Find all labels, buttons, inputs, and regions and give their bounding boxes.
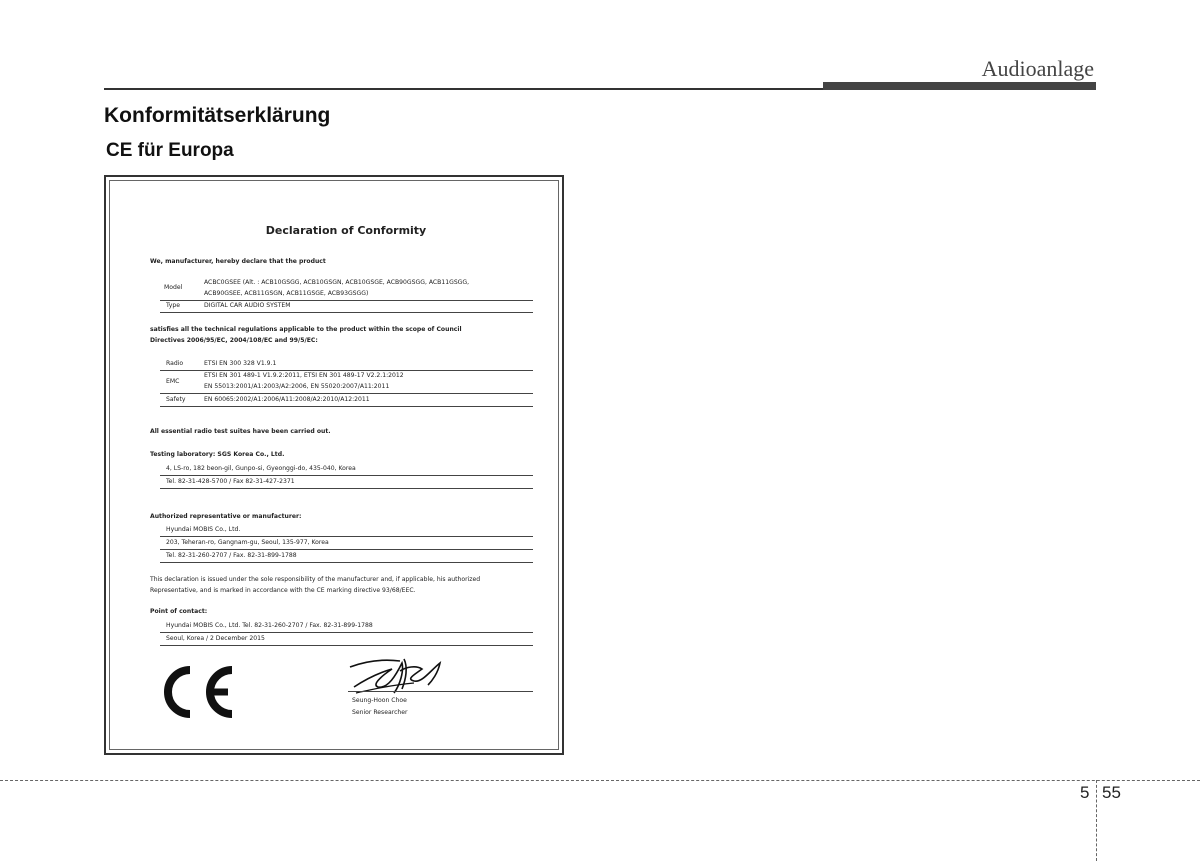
table-divider xyxy=(160,488,533,489)
table-divider xyxy=(160,645,533,646)
footer-divider xyxy=(0,780,1200,781)
rep-name: Hyundai MOBIS Co., Ltd. xyxy=(166,526,241,533)
type-value: DIGITAL CAR AUDIO SYSTEM xyxy=(204,302,291,309)
certificate-frame xyxy=(104,175,564,755)
table-divider xyxy=(160,632,533,633)
table-divider xyxy=(160,300,533,301)
model-label: Model xyxy=(164,284,183,291)
lab-heading: Testing laboratory: SGS Korea Co., Ltd. xyxy=(150,451,285,458)
radio-tests-statement: All essential radio test suites have been carried out. xyxy=(150,428,331,435)
table-divider xyxy=(160,536,533,537)
emc-label: EMC xyxy=(166,378,180,385)
certificate-title: Declaration of Conformity xyxy=(265,224,427,237)
lab-contact: Tel. 82-31-428-5700 / Fax 82-31-427-2371 xyxy=(166,478,295,485)
statement-line-1: satisfies all the technical regulations applicable to the product within the scope of Council xyxy=(150,326,462,333)
statement-line-2: Directives 2006/95/EC, 2004/108/EC and 99/5/EC: xyxy=(150,337,318,344)
contact-heading: Point of contact: xyxy=(150,608,208,615)
table-divider xyxy=(160,406,533,407)
lab-address: 4, LS-ro, 182 beon-gil, Gunpo-si, Gyeonggi-do, 435-040, Korea xyxy=(166,465,356,472)
section-subtitle: CE für Europa xyxy=(106,140,234,161)
signatory-name: Seung-Hoon Choe xyxy=(352,697,407,704)
certificate-intro: We, manufacturer, hereby declare that the product xyxy=(150,258,326,265)
rep-contact: Tel. 82-31-260-2707 / Fax. 82-31-899-1788 xyxy=(166,552,297,559)
radio-value: ETSI EN 300 328 V1.9.1 xyxy=(204,360,277,367)
responsibility-line-1: This declaration is issued under the sole responsibility of the manufacturer and, if applicable, his authorized xyxy=(150,576,481,583)
safety-label: Safety xyxy=(166,396,186,403)
signature-line xyxy=(348,691,533,692)
page-chapter: 5 xyxy=(1080,783,1090,802)
contact-place-date: Seoul, Korea / 2 December 2015 xyxy=(166,635,265,642)
page-number: 55 xyxy=(1102,783,1121,802)
table-divider xyxy=(160,549,533,550)
ce-mark-icon xyxy=(158,665,238,719)
radio-label: Radio xyxy=(166,360,184,367)
safety-value: EN 60065:2002/A1:2006/A11:2008/A2:2010/A12:2011 xyxy=(204,396,370,403)
model-value-line-1: ACBC0GSEE (Alt. : ACB10GSGG, ACB10GSGN, ACB10GSGE, ACB90GSGG, ACB11GSGG, xyxy=(204,279,470,286)
table-divider xyxy=(160,562,533,563)
rep-address: 203, Teheran-ro, Gangnam-gu, Seoul, 135-977, Korea xyxy=(166,539,329,546)
certificate xyxy=(106,177,566,757)
footer-vertical-divider xyxy=(1096,780,1097,861)
table-divider xyxy=(160,370,533,371)
type-label: Type xyxy=(166,302,180,309)
header-title: Audioanlage xyxy=(981,56,1094,81)
emc-value-line-2: EN 55013:2001/A1:2003/A2:2006, EN 55020:2007/A11:2011 xyxy=(204,383,390,390)
table-divider xyxy=(160,393,533,394)
table-divider xyxy=(160,312,533,313)
emc-value-line-1: ETSI EN 301 489-1 V1.9.2:2011, ETSI EN 301 489-17 V2.2.1:2012 xyxy=(204,372,404,379)
responsibility-line-2: Representative, and is marked in accordance with the CE marking directive 93/68/EEC. xyxy=(150,587,416,594)
rep-heading: Authorized representative or manufacturer: xyxy=(150,513,302,520)
header-accent-bar xyxy=(823,82,1096,90)
model-value-line-2: ACB90GSEE, ACB11GSGN, ACB11GSGE, ACB93GSGG) xyxy=(204,290,369,297)
section-title: Konformitätserklärung xyxy=(104,104,331,127)
signatory-title: Senior Researcher xyxy=(352,709,408,716)
table-divider xyxy=(160,475,533,476)
contact-details: Hyundai MOBIS Co., Ltd. Tel. 82-31-260-2707 / Fax. 82-31-899-1788 xyxy=(166,622,373,629)
